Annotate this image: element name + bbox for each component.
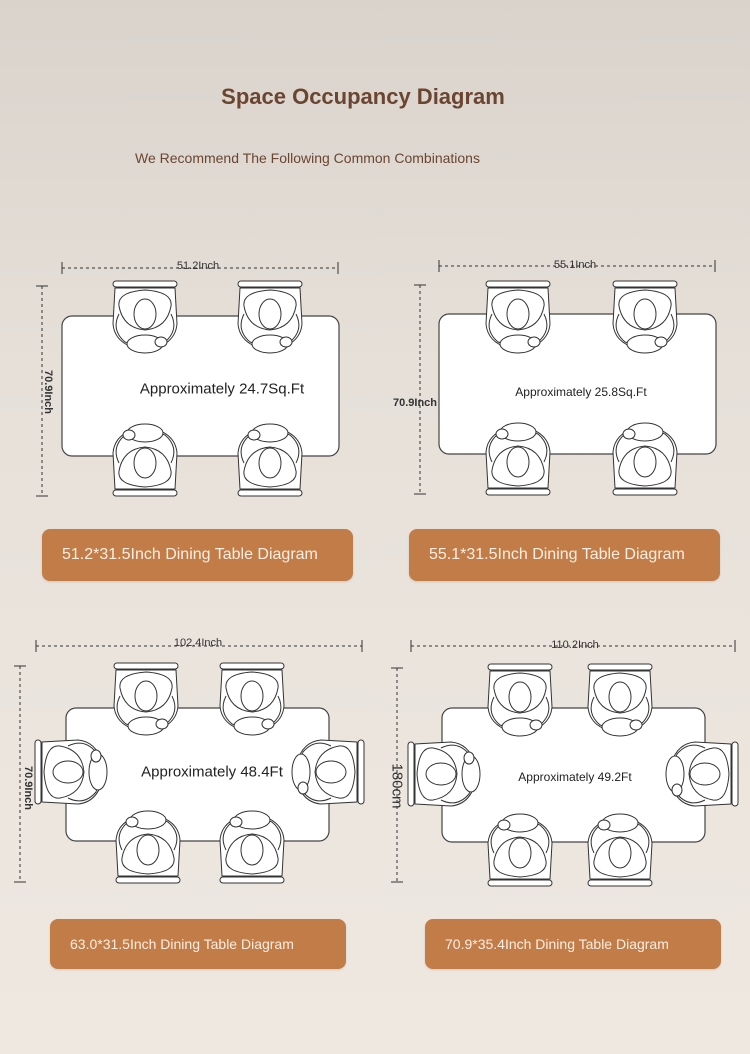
chair-icon	[486, 281, 550, 353]
area-label: Approximately 49.2Ft	[518, 770, 632, 784]
chair-icon	[220, 811, 284, 883]
caption-button-1[interactable]: 51.2*31.5Inch Dining Table Diagram	[42, 529, 353, 581]
caption-button-4[interactable]: 70.9*35.4Inch Dining Table Diagram	[425, 919, 721, 969]
chair-icon	[114, 663, 178, 735]
chair-icon	[238, 281, 302, 353]
chair-icon	[486, 423, 550, 495]
depth-dimension: 70.9Inch	[42, 369, 54, 415]
diagram-4-seat-55	[375, 0, 750, 520]
chair-icon	[116, 811, 180, 883]
diagram-4-seat-51	[0, 0, 375, 520]
area-label: Approximately 25.8Sq.Ft	[515, 385, 647, 399]
diagram-6-seat-70	[375, 600, 750, 900]
width-dimension: 110.2Inch	[551, 639, 599, 651]
chair-icon	[488, 814, 552, 886]
chair-icon	[113, 281, 177, 353]
depth-dimension: 180cm	[388, 763, 406, 809]
chair-icon	[238, 424, 302, 496]
chair-icon	[613, 281, 677, 353]
chair-icon	[113, 424, 177, 496]
diagram-6-seat-63	[0, 600, 375, 900]
width-dimension: 51.2Inch	[176, 260, 220, 272]
page-title: Space Occupancy Diagram	[221, 84, 505, 109]
area-label: Approximately 48.4Ft	[141, 763, 283, 781]
chair-icon	[408, 742, 480, 806]
width-dimension: 55.1Inch	[553, 259, 597, 271]
page-subtitle: We Recommend The Following Common Combinations	[135, 150, 480, 166]
chair-icon	[488, 664, 552, 736]
caption-button-3[interactable]: 63.0*31.5Inch Dining Table Diagram	[50, 919, 346, 969]
width-dimension: 102.4Inch	[173, 637, 223, 649]
chair-icon	[588, 814, 652, 886]
chair-icon	[35, 740, 107, 804]
chair-icon	[588, 664, 652, 736]
chair-icon	[666, 742, 738, 806]
chair-icon	[292, 740, 364, 804]
depth-dimension: 70.9Inch	[392, 397, 438, 409]
chair-icon	[613, 423, 677, 495]
chair-icon	[220, 663, 284, 735]
caption-button-2[interactable]: 55.1*31.5Inch Dining Table Diagram	[409, 529, 720, 581]
table-top	[439, 314, 716, 454]
area-label: Approximately 24.7Sq.Ft	[139, 380, 305, 398]
depth-dimension: 70.9Inch	[22, 765, 34, 811]
